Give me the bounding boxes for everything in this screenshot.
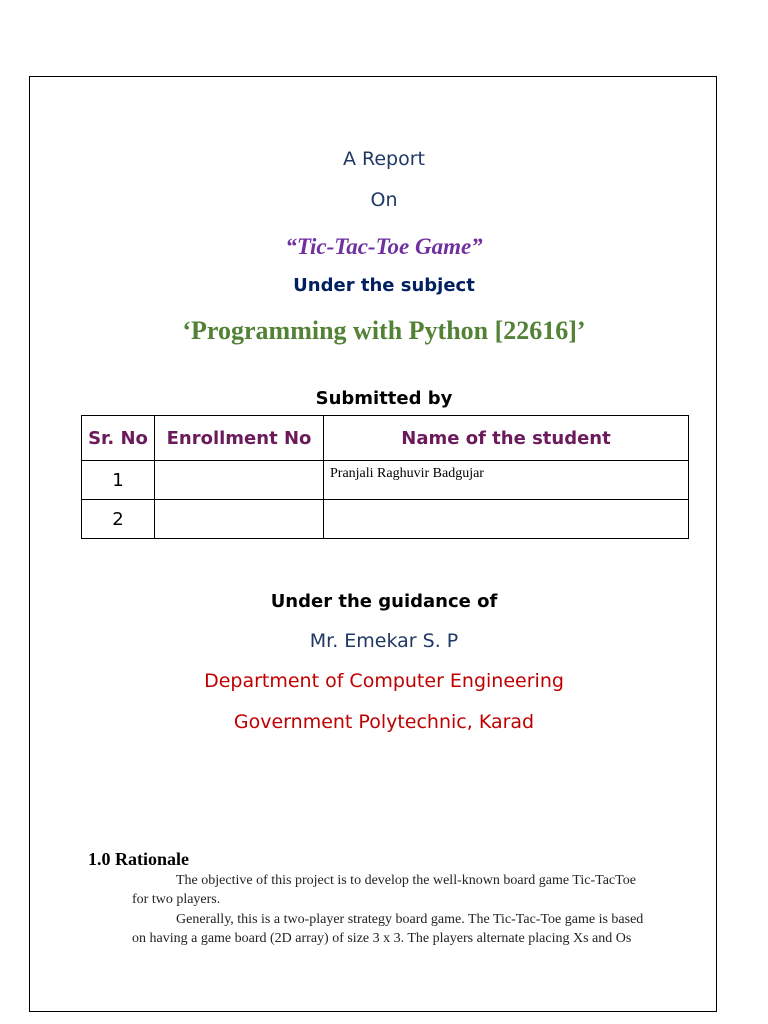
cell-sr-no: 2 bbox=[82, 500, 155, 539]
rationale-paragraph-line: Generally, this is a two-player strategy board game. The Tic-Tac-Toe game is based bbox=[176, 912, 644, 927]
rationale-heading: 1.0 Rationale bbox=[88, 849, 189, 869]
rationale-paragraph-line: for two players. bbox=[132, 892, 221, 907]
cell-student-name: Pranjali Raghuvir Badgujar bbox=[324, 461, 689, 500]
students-table bbox=[81, 415, 689, 539]
guide-name: Mr. Emekar S. P bbox=[309, 630, 459, 652]
table-row bbox=[82, 500, 689, 539]
table-row bbox=[82, 461, 689, 500]
project-title: “Tic-Tac-Toe Game” bbox=[285, 234, 483, 259]
under-subject-label: Under the subject bbox=[293, 275, 475, 296]
header-student-name: Name of the student bbox=[324, 416, 689, 461]
on-label: On bbox=[370, 189, 398, 211]
subject-name: ‘Programming with Python [22616]’ bbox=[182, 316, 586, 345]
cell-sr-no: 1 bbox=[82, 461, 155, 500]
rationale-paragraph-line: The objective of this project is to develop the well-known board game Tic-TacToe bbox=[176, 873, 636, 888]
guidance-heading: Under the guidance of bbox=[270, 591, 498, 612]
page-border bbox=[29, 76, 717, 1012]
submitted-by-label: Submitted by bbox=[315, 388, 453, 409]
header-enrollment-no: Enrollment No bbox=[155, 416, 324, 461]
department-name: Department of Computer Engineering bbox=[204, 670, 564, 692]
header-sr-no: Sr. No bbox=[82, 416, 155, 461]
cell-enrollment-no bbox=[155, 500, 324, 539]
report-label: A Report bbox=[342, 148, 426, 170]
cell-student-name bbox=[324, 500, 689, 539]
cell-enrollment-no bbox=[155, 461, 324, 500]
rationale-paragraph-line: on having a game board (2D array) of size 3 x 3. The players alternate placing Xs and Os bbox=[132, 931, 632, 946]
college-name: Government Polytechnic, Karad bbox=[233, 711, 535, 733]
table-header-row bbox=[82, 416, 689, 461]
